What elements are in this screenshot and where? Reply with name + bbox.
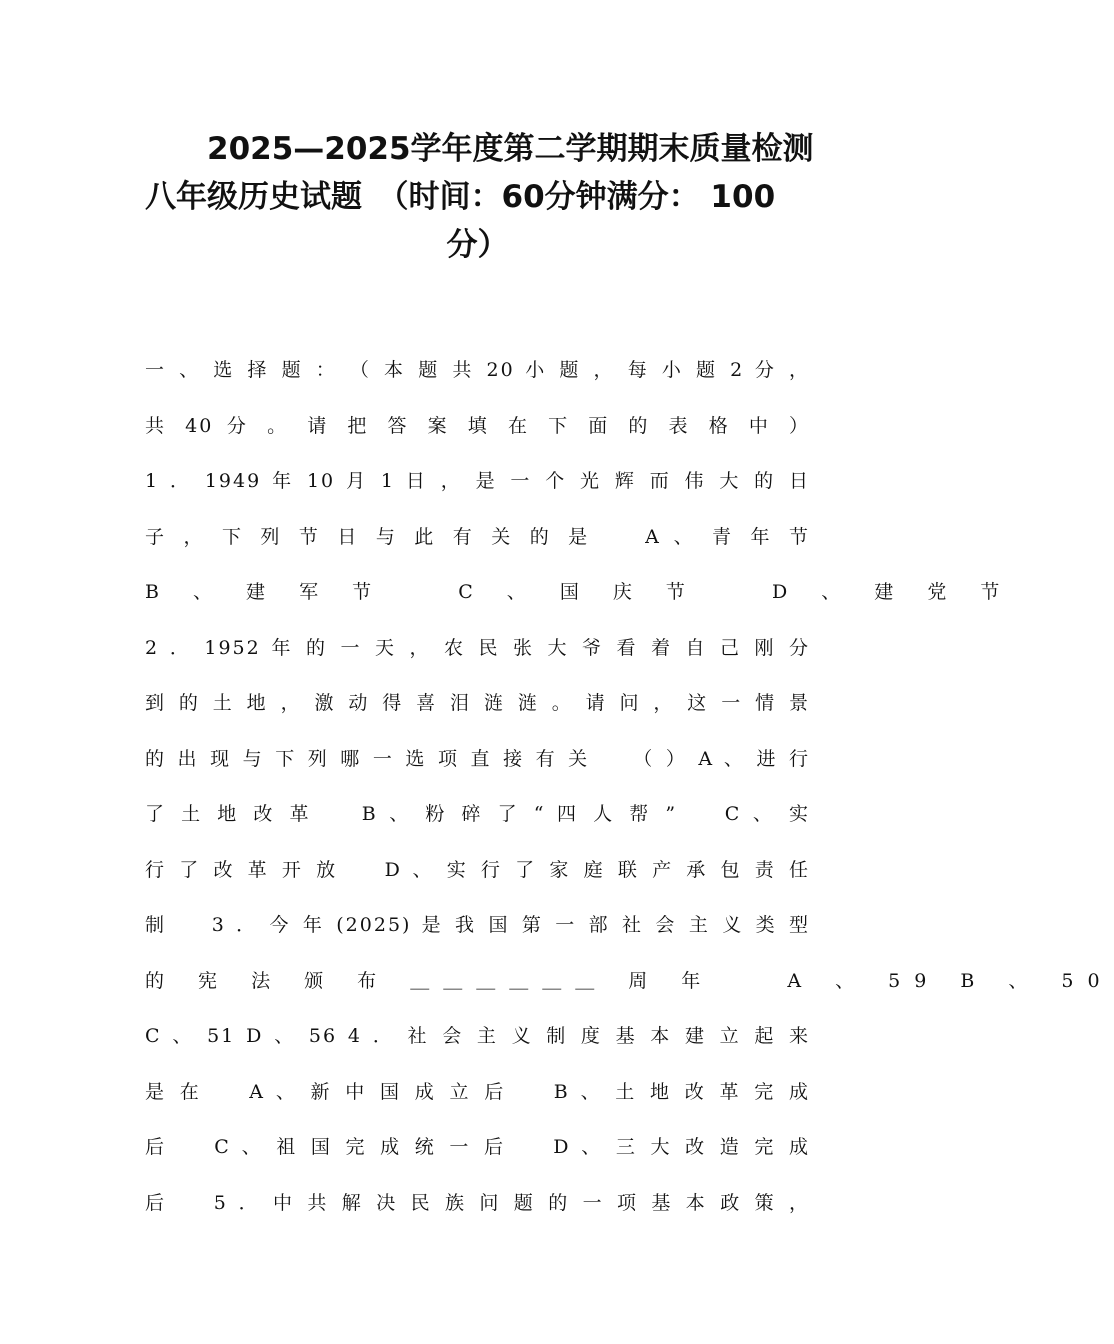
question-text-line: 到 的 土 地 ， 激 动 得 喜 泪 涟 涟 。 请 问 ， 这 一 情 景 [145,692,810,714]
question-text-line: 的 出 现 与 下 列 哪 一 选 项 直 接 有 关 （ ） A 、 进 行 [145,747,810,770]
question-text-line: 制 3 ． 今 年 (2025) 是 我 国 第 一 部 社 会 主 义 类 型 [145,914,810,936]
question-text-line: 后 5 ． 中 共 解 决 民 族 问 题 的 一 项 基 本 政 策 ， [145,1191,810,1214]
section-heading-line: 共 40 分 。 请 把 答 案 填 在 下 面 的 表 格 中 ） [145,414,810,437]
section-heading-line: 一 、 选 择 题 ： （ 本 题 共 20 小 题 ， 每 小 题 2 分 ， [145,359,810,381]
question-options-line: B 、 建 军 节 C 、 国 庆 节 D 、 建 党 节 [145,581,1014,603]
question-text-line: 2 ． 1952 年 的 一 天 ， 农 民 张 大 爷 看 着 自 己 刚 分 [145,636,810,659]
document-body [145,343,1114,1231]
title-line-2: 八年级历史试题 （时间：60分钟满分： 100 [145,179,776,215]
question-options-line: 是 在 A 、 新 中 国 成 立 后 B 、 土 地 改 革 完 成 [145,1080,810,1103]
question-options-line: 了 土 地 改 革 B 、 粉 碎 了 “ 四 人 帮 ” C 、 实 [145,803,810,825]
question-text-line: 子 ， 下 列 节 日 与 此 有 关 的 是 A 、 青 年 节 [145,525,810,548]
document-title [145,125,814,269]
question-options-line: 后 C 、 祖 国 完 成 统 一 后 D 、 三 大 改 造 完 成 [145,1136,810,1158]
question-text-line: C 、 51 D 、 56 4 ． 社 会 主 义 制 度 基 本 建 立 起 来 [145,1025,810,1047]
question-options-line: 行 了 改 革 开 放 D 、 实 行 了 家 庭 联 产 承 包 责 任 [145,858,810,881]
title-line-3: 分） [446,227,509,263]
title-line-1: 2025—2025学年度第二学期期末质量检测 [207,131,814,167]
question-text-line: 1 ． 1949 年 10 月 1 日 ， 是 一 个 光 辉 而 伟 大 的 日 [145,470,810,492]
question-text-line: 的 宪 法 颁 布 ＿＿＿＿＿＿ 周 年 A 、 59 B 、 50 [145,969,1114,992]
